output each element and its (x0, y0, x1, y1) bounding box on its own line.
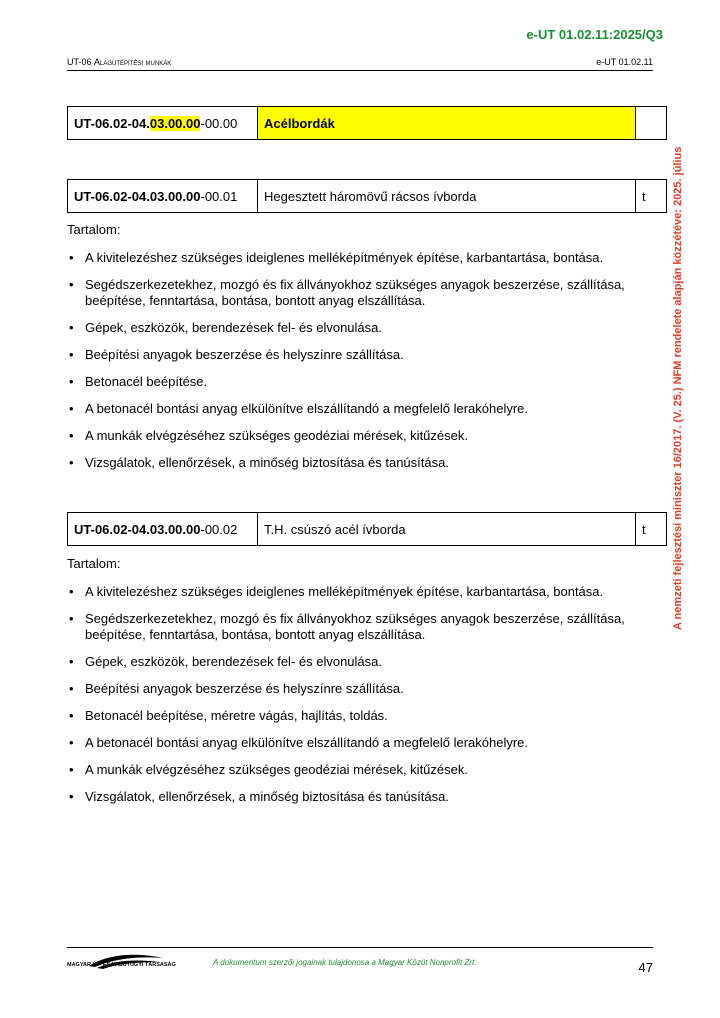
group-heading-table (67, 106, 667, 140)
item-1-unit: t (636, 180, 667, 213)
item-2-code-suffix: -00.02 (200, 521, 238, 537)
list-item: • Gépek, eszközök, berendezések fel- és elvonulása. (67, 654, 652, 670)
item-2-contents-label: Tartalom: (67, 556, 121, 571)
section-title: Alagútépítési munkák (94, 57, 172, 67)
list-item: • Vizsgálatok, ellenőrzések, a minőség biztosítása és tanúsítása. (67, 455, 652, 471)
running-header (67, 56, 653, 71)
item-1-code: UT-06.02-04.03.00.00 (74, 188, 201, 204)
item-2-table (67, 512, 667, 546)
running-header-left (67, 57, 171, 67)
item-1-name: Hegesztett háromövű rácsos ívborda (258, 180, 636, 213)
running-header-right: e-UT 01.02.11 (596, 57, 653, 67)
item-1-table (67, 179, 667, 213)
list-item: • A munkák elvégzéséhez szükséges geodéziai mérések, kitűzések. (67, 428, 652, 444)
logo-text: MAGYAR ÚT- ÉS VASÚTÜGYI TÁRSASÁG (67, 962, 176, 968)
group-code-a: UT-06.02-04. (74, 115, 150, 131)
list-item: • Beépítési anyagok beszerzése és helyszínre szállítása. (67, 681, 652, 697)
group-code-highlight: 03.00.00 (149, 115, 201, 131)
item-2-contents-list (67, 584, 652, 816)
item-1-code-cell (68, 180, 258, 213)
item-1-contents-list (67, 250, 652, 482)
item-2-code-cell (68, 513, 258, 546)
list-item: • A betonacél bontási anyag elkülönítve elszállítandó a megfelelő lerakóhelyre. (67, 735, 652, 751)
list-item: • Segédszerkezetekhez, mozgó és fix állványokhoz szükséges anyagok beszerzése, szállítása, beépítése, fenntartása, bontása, bontott anyag elszállítása. (67, 277, 652, 308)
list-item: • Gépek, eszközök, berendezések fel- és elvonulása. (67, 320, 652, 336)
list-item: • A munkák elvégzéséhez szükséges geodéziai mérések, kitűzések. (67, 762, 652, 778)
item-1-contents-label: Tartalom: (67, 222, 121, 237)
list-item: • Vizsgálatok, ellenőrzések, a minőség biztosítása és tanúsítása. (67, 789, 652, 805)
group-unit-cell (636, 107, 667, 140)
footer-rule (67, 947, 653, 948)
list-item: • A kivitelezéshez szükséges ideiglenes melléképítmények építése, karbantartása, bontása. (67, 250, 652, 266)
copyright-notice: A dokumentum szerzői jogainak tulajdonosa a Magyar Közút Nonprofit Zrt. (213, 958, 477, 967)
list-item: • Betonacél beépítése, méretre vágás, hajlítás, toldás. (67, 708, 652, 724)
item-2-code: UT-06.02-04.03.00.00 (74, 521, 201, 537)
item-1-code-suffix: -00.01 (200, 188, 238, 204)
publication-side-note: A nemzeti fejlesztési miniszter 16/2017. (V. 25.) NFM rendelete alapján közzétéve: 2025. július (672, 146, 684, 630)
list-item: • Beépítési anyagok beszerzése és helyszínre szállítása. (67, 347, 652, 363)
section-prefix: UT-06 (67, 57, 95, 67)
list-item: • Segédszerkezetekhez, mozgó és fix állványokhoz szükséges anyagok beszerzése, szállítása, beépítése, fenntartása, bontása, bontott anyag elszállítása. (67, 611, 652, 642)
list-item: • A kivitelezéshez szükséges ideiglenes melléképítmények építése, karbantartása, bontása. (67, 584, 652, 600)
list-item: • Betonacél beépítése. (67, 374, 652, 390)
group-code-cell (68, 107, 258, 140)
group-title-cell: Acélbordák (258, 107, 636, 140)
item-2-name: T.H. csúszó acél ívborda (258, 513, 636, 546)
item-2-unit: t (636, 513, 667, 546)
document-code-top: e-UT 01.02.11:2025/Q3 (526, 27, 663, 42)
group-code-c: -00.00 (200, 115, 238, 131)
page-number: 47 (638, 960, 653, 975)
list-item: • A betonacél bontási anyag elkülönítve elszállítandó a megfelelő lerakóhelyre. (67, 401, 652, 417)
